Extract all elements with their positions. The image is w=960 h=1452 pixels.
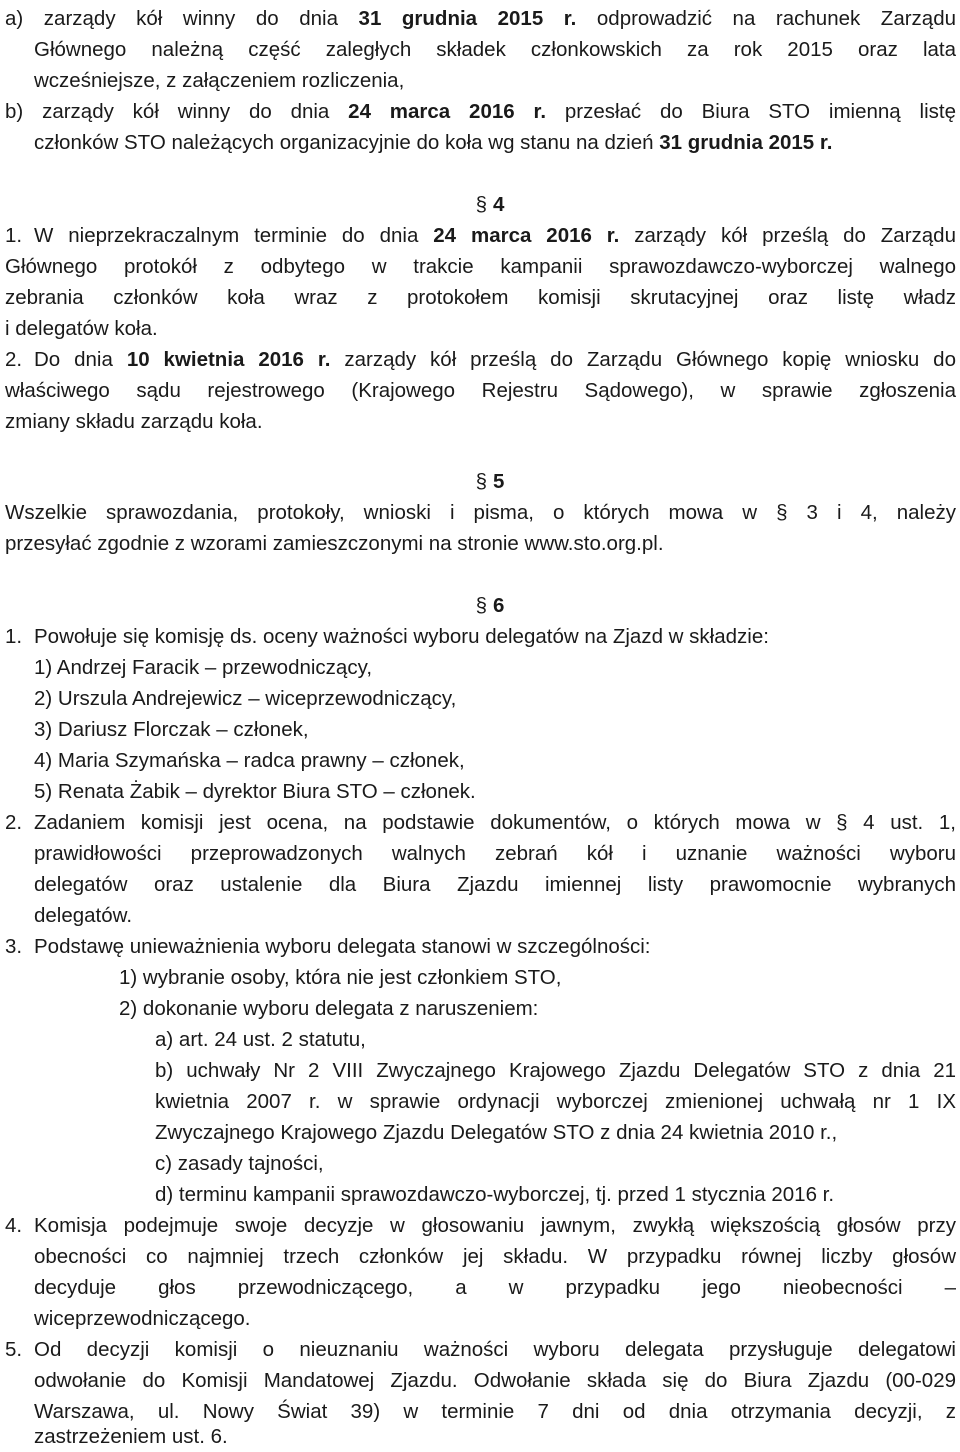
line: delegatów. — [34, 904, 133, 927]
line: obecności co najmniej trzech członków jej składu. W przypadku równej liczby głosów — [34, 1245, 956, 1268]
line: Od decyzji komisji o nieuznaniu ważności wyboru delegata przysługuje delegatowi — [34, 1338, 956, 1361]
line: właściwego sądu rejestrowego (Krajowego Rejestru Sądowego), w sprawie zgłoszenia — [5, 379, 956, 402]
line: Głównego protokół z odbytego w trakcie kampanii sprawozdawczo-wyborczej walnego — [5, 255, 956, 278]
date-bold: 31 grudnia 2015 r. — [358, 7, 577, 30]
sub-sub-item-a: a) art. 24 ust. 2 statutu, — [155, 1028, 366, 1051]
line: zebrania członków koła wraz z protokołem komisji skrutacyjnej oraz listę władz — [5, 286, 956, 309]
list-label: 2. — [5, 811, 23, 834]
section-heading-6 — [460, 590, 520, 621]
sub-sub-item-d: d) terminu kampanii sprawozdawczo-wyborczej, tj. przed 1 stycznia 2016 r. — [155, 1183, 835, 1206]
sub-item-1: 1) wybranie osoby, która nie jest członkiem STO, — [119, 966, 562, 989]
section-mark: § — [475, 193, 487, 216]
line: i delegatów koła. — [5, 317, 158, 340]
text: zarządy kół winny do dnia — [42, 100, 349, 123]
line: zmiany składu zarządu koła. — [5, 410, 263, 433]
line: Zwyczajnego Krajowego Zjazdu Delegatów STO z dnia 24 kwietnia 2010 r., — [155, 1121, 838, 1144]
line: Zadaniem komisji jest ocena, na podstawie dokumentów, o których mowa w § 4 ust. 1, — [34, 811, 956, 834]
section-number: 6 — [493, 594, 505, 617]
member-3: 3) Dariusz Florczak – członek, — [34, 718, 309, 741]
line: Podstawę unieważnienia wyboru delegata stanowi w szczególności: — [34, 935, 651, 958]
text: W nieprzekraczalnym terminie do dnia — [34, 224, 434, 247]
list-label: a) — [5, 7, 24, 30]
line: Głównego należną część zaległych składek członkowskich za rok 2015 oraz lata — [34, 38, 956, 61]
line: przesyłać zgodnie z wzorami zamieszczonymi na stronie www.sto.org.pl. — [5, 532, 664, 555]
line — [5, 3, 956, 34]
sub-item-2: 2) dokonanie wyboru delegata z naruszeniem: — [119, 997, 539, 1020]
line: odwołanie do Komisji Mandatowej Zjazdu. Odwołanie składa się do Biura Zjazdu (00-029 — [34, 1369, 956, 1392]
list-label: 4. — [5, 1214, 23, 1237]
list-label: 2. — [5, 348, 23, 371]
date-bold: 31 grudnia 2015 r. — [659, 131, 833, 154]
section-mark: § — [475, 594, 487, 617]
line: Wszelkie sprawozdania, protokoły, wnioski i pisma, o których mowa w § 3 i 4, należy — [5, 501, 956, 524]
line: Powołuje się komisję ds. oceny ważności wyboru delegatów na Zjazd w składzie: — [34, 625, 769, 648]
date-bold: 10 kwietnia 2016 r. — [126, 348, 331, 371]
section-number: 4 — [493, 193, 505, 216]
line: wcześniejsze, z załączeniem rozliczenia, — [34, 69, 405, 92]
text: zarządy kół prześlą do Zarządu — [619, 224, 956, 247]
line: zastrzeżeniem ust. 6. — [34, 1425, 228, 1448]
line — [34, 127, 956, 158]
text: członków STO należących organizacyjnie do koła wg stanu na dzień — [34, 131, 660, 154]
list-label: 1. — [5, 224, 23, 247]
member-2: 2) Urszula Andrejewicz – wiceprzewodniczący, — [34, 687, 457, 710]
list-label: 3. — [5, 935, 23, 958]
line — [34, 220, 956, 251]
text: odprowadzić na rachunek Zarządu — [576, 7, 957, 30]
section-number: 5 — [493, 470, 505, 493]
text: zarządy kół winny do dnia — [43, 7, 359, 30]
list-label: 5. — [5, 1338, 23, 1361]
section-mark: § — [475, 470, 487, 493]
line: prawidłowości przeprowadzonych walnych zebrań kół i uznanie ważności wyboru — [34, 842, 956, 865]
sub-sub-item-c: c) zasady tajności, — [155, 1152, 324, 1175]
date-bold: 24 marca 2016 r. — [433, 224, 620, 247]
line: wiceprzewodniczącego. — [34, 1307, 251, 1330]
list-label: 1. — [5, 625, 23, 648]
line — [34, 344, 956, 375]
line: decyduje głos przewodniczącego, a w przypadku jego nieobecności – — [34, 1276, 956, 1299]
line: Komisja podejmuje swoje decyzje w głosowaniu jawnym, zwykłą większością głosów przy — [34, 1214, 956, 1237]
line: kwietnia 2007 r. w sprawie ordynacji wyborczej zmienionej uchwałą nr 1 IX — [155, 1090, 956, 1113]
member-4: 4) Maria Szymańska – radca prawny – członek, — [34, 749, 465, 772]
line — [5, 96, 956, 127]
member-1: 1) Andrzej Faracik – przewodniczący, — [34, 656, 373, 679]
text: Do dnia — [34, 348, 127, 371]
text: zarządy kół prześlą do Zarządu Głównego kopię wniosku do — [330, 348, 956, 371]
sub-sub-item-b: b) uchwały Nr 2 VIII Zwyczajnego Krajowego Zjazdu Delegatów STO z dnia 21 — [155, 1059, 956, 1082]
line: delegatów oraz ustalenie dla Biura Zjazdu imiennej listy prawomocnie wybranych — [34, 873, 956, 896]
text: przesłać do Biura STO imienną listę — [546, 100, 956, 123]
date-bold: 24 marca 2016 r. — [348, 100, 547, 123]
section-heading-5 — [460, 466, 520, 497]
member-5: 5) Renata Żabik – dyrektor Biura STO – członek. — [34, 780, 476, 803]
line: Warszawa, ul. Nowy Świat 39) w terminie 7 dni od dnia otrzymania decyzji, z — [34, 1400, 956, 1423]
list-label: b) — [5, 100, 24, 123]
section-heading-4 — [460, 189, 520, 220]
